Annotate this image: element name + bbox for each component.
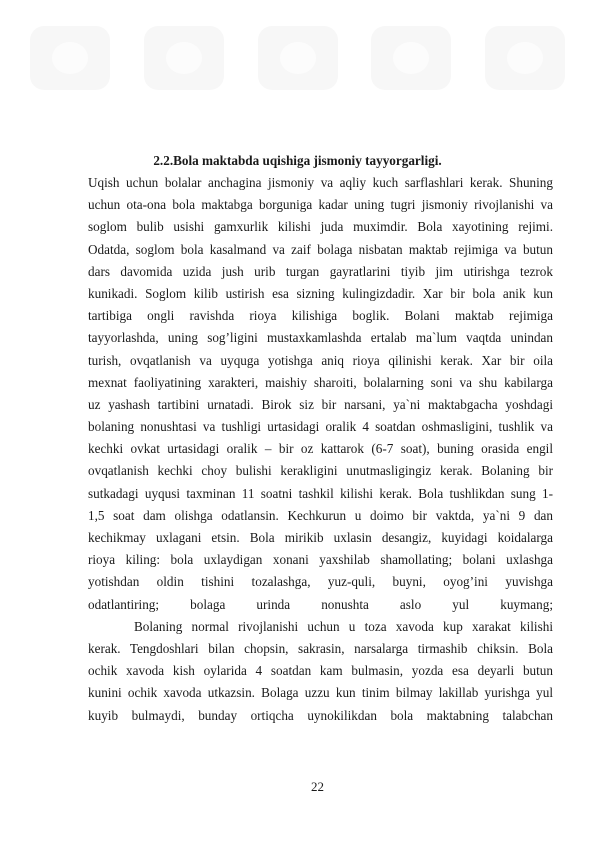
text-line: kechki ovkat urtasidagi oralik – bir oz kattarok (6-7 soat), buning orasida engil	[88, 441, 553, 457]
text-line: sutkadagi uyqusi taxminan 11 soatni tashkil kilishi kerak. Bola tushlikdan sung 1-	[88, 485, 553, 501]
text-line: 1,5 soat dam olishga odatlansin. Kechkurun u doimo bir vaktda, ya`ni 9 dan	[88, 507, 553, 523]
text-line: Uqish uchun bolalar anchagina jismoniy va aqliy kuch sarflashlari kerak. Shuning	[88, 175, 553, 190]
text-line: mexnat faoliyatining xarakteri, maishiy sharoiti, bolalarning soni va shu kabilarga	[88, 374, 553, 390]
section-heading-text: 2.2.Bola maktabda uqishiga jismoniy tayyorgarligi	[153, 153, 439, 168]
text-line: ochik xavoda kish oylarida 4 soatdan kam bulmasin, yozda esa deyarli butun	[88, 663, 553, 679]
text-line: Odatda, soglom bola kasalmand va zaif bolaga nisbatan maktab rejimiga va butun	[88, 241, 553, 257]
text-line: kerak. Tengdoshlari bilan chopsin, sakrasin, narsalarga tirmashib chiksin. Bola	[88, 640, 553, 656]
page-number: 22	[311, 779, 324, 794]
watermark-shape	[30, 26, 110, 90]
watermark-shape	[258, 26, 338, 90]
text-line: kunini ochik xavoda utkazsin. Bolaga uzzu kun tinim bilmay lakillab yurishga yul	[88, 685, 553, 701]
watermark	[30, 22, 565, 94]
watermark-shape	[144, 26, 224, 90]
watermark-shape	[371, 26, 451, 90]
text-line: kechikmay uxlagani etsin. Bola mirikib uxlasin desangiz, kuyidagi koidalarga	[88, 530, 553, 545]
text-line: yotishdan oldin tishini tozalashga, yuz-quli, buyni, oyog’ini yuvishga	[88, 574, 553, 590]
text-line: kuyib bulmaydi, bunday ortiqcha uynokilikdan bola maktabning talabchan	[88, 707, 553, 723]
watermark-shape	[485, 26, 565, 90]
text-line: soglom bulib usishi gamxurlik kilishi juda muximdir. Bola xayotining rejimi.	[88, 219, 553, 235]
body-text	[88, 172, 553, 727]
text-line: kunikadi. Soglom kilib ustirish esa sizning kulingizdadir. Xar bir bola anik kun	[88, 285, 553, 301]
text-line: Bolaning normal rivojlanishi uchun u toza xavoda kup xarakat kilishi	[134, 618, 553, 634]
section-heading	[0, 153, 595, 169]
text-line: bolaning nonushtasi va tushligi urtasidagi oralik 4 soatdan oshmasligini, tushlik va	[88, 419, 553, 435]
text-line: uz yashash tartibini urnatadi. Birok siz bir narsani, ya`ni maktabgacha yoshdagi	[88, 396, 553, 412]
text-line: odatlantiring; bolaga urinda nonushta aslo yul kuymang;	[88, 596, 553, 612]
text-line: dars davomida uzida jush urib turgan gayratlarini tiyib jim utirishga tezrok	[88, 263, 553, 279]
section-heading-suffix: .	[438, 153, 442, 168]
text-line: ovqatlanish kechki choy bulishi kerakligini unutmasligingiz kerak. Bolaning bir	[88, 463, 553, 479]
text-line: tayyorlashda, uning sog’ligini mustaxkamlashda ertalab ma`lum vaqtda unindan	[88, 330, 553, 346]
text-line: rioya kiling: bola uxlaydigan xonani yaxshilab shamollating; bolani uxlashga	[88, 552, 553, 568]
text-line: turish, ovqatlanish va uyquga yotishga aniq rioya qilinishi kerak. Xar bir oila	[88, 352, 553, 368]
text-line: uchun ota-ona bola maktabga borguniga kadar uning tugri jismoniy rivojlanishi va	[88, 197, 553, 213]
text-line: tartibiga ongli ravishda rioya kilishiga boglik. Bolani maktab rejimiga	[88, 308, 553, 324]
